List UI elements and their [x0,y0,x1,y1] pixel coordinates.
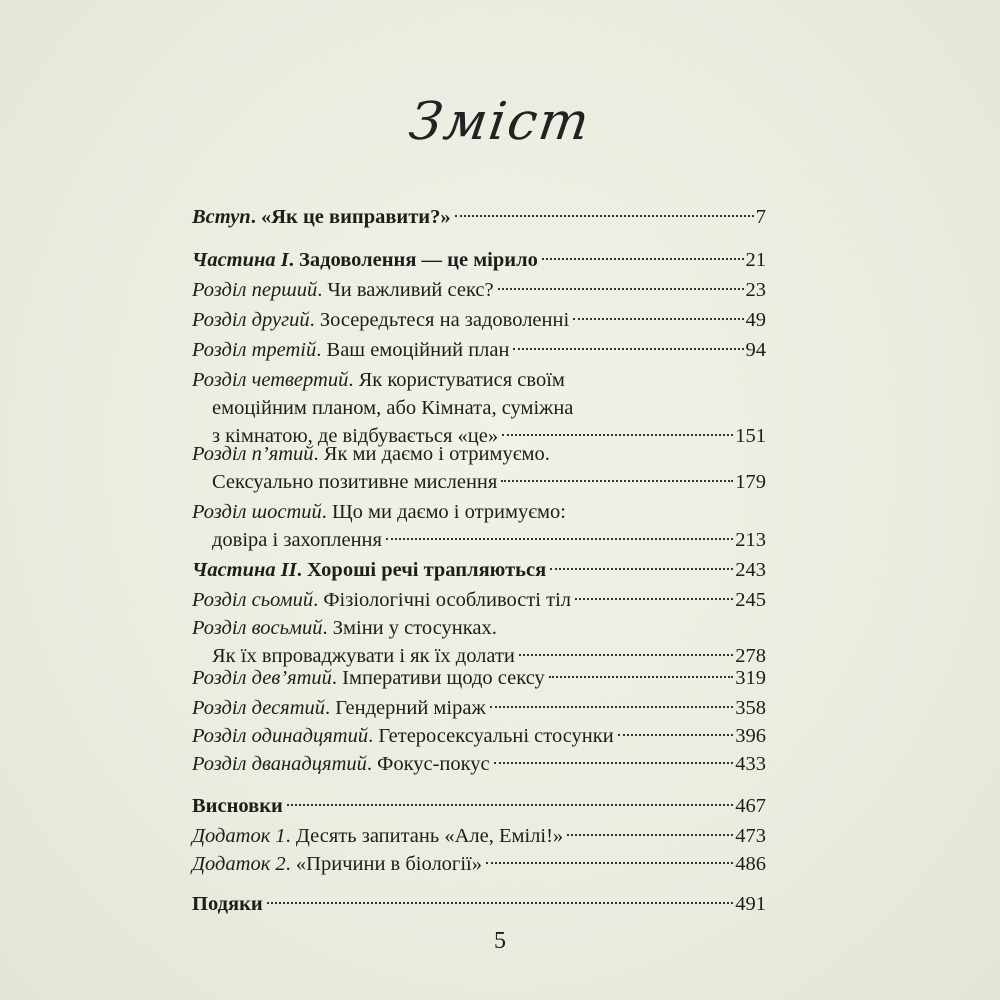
toc-entry-conclusions [192,792,766,820]
entry-page: 49 [745,309,766,331]
entry-page: 278 [735,645,766,667]
toc-entry-chapter-6 [192,498,766,554]
page-number: 5 [494,928,506,954]
entry-title: . Зосередьтеся на задоволенні [309,309,570,331]
entry-prefix: Розділ третій [192,339,317,361]
toc-entry-chapter-10 [192,694,766,722]
entry-prefix: Розділ четвертий [192,369,349,391]
entry-continuation: довіра і захоплення [212,529,382,551]
entry-continuation: з кімнатою, де відбувається «це» [212,425,499,447]
toc-entry-chapter-4 [192,366,766,450]
entry-title: . Фокус-покус [366,753,490,775]
entry-page: 245 [735,589,766,611]
entry-title: . Фізіологічні особливості тіл [313,589,572,611]
entry-label [192,556,546,584]
entry-title: . Імперативи щодо сексу [331,667,545,689]
leader-dots [498,288,744,290]
leader-dots [513,348,743,350]
entry-title: . Зміни у стосунках. [322,617,497,639]
entry-prefix: Розділ п’ятий [192,443,314,465]
entry-label [192,722,614,750]
entry-label [192,306,569,334]
entry-page: 151 [735,425,766,447]
toc-entry-chapter-9 [192,664,766,692]
entry-page: 94 [745,339,766,361]
entry-page: 358 [735,697,766,719]
leader-dots [490,706,734,708]
page-title: Зміст [405,92,595,152]
entry-label [192,276,494,304]
entry-prefix: Частина I [192,249,289,271]
entry-prefix: Розділ сьомий [192,589,314,611]
entry-prefix: Розділ дванадцятий [192,753,367,775]
entry-page: 467 [735,795,766,817]
leader-dots [618,734,734,736]
entry-title: Висновки [192,795,283,817]
entry-title: . Як користуватися своїм [348,369,565,391]
entry-page: 23 [745,279,766,301]
entry-title: . «Як це виправити?» [250,206,451,228]
entry-prefix: Частина II [192,559,297,581]
leader-dots [502,434,733,436]
entry-continuation: Як їх впроваджувати і як їх долати [212,645,515,667]
leader-dots [550,568,733,570]
entry-page: 7 [755,206,766,228]
entry-page: 319 [735,667,766,689]
entry-prefix: Розділ одинадцятий [192,725,369,747]
entry-title: . Що ми даємо і отримуємо: [321,501,566,523]
entry-label [192,850,482,878]
entry-page: 486 [735,853,766,875]
leader-dots [549,676,733,678]
entry-label [192,246,538,274]
toc-entry-chapter-12 [192,750,766,778]
leader-dots [501,480,733,482]
entry-prefix: Додаток 1 [192,825,286,847]
entry-label [192,336,509,364]
entry-title: . Як ми даємо і отримуємо. [313,443,550,465]
entry-page: 243 [735,559,766,581]
entry-prefix: Додаток 2 [192,853,286,875]
entry-prefix: Розділ десятий [192,697,325,719]
entry-label [192,664,545,692]
toc-entry-appendix-2 [192,850,766,878]
entry-continuation: емоційним планом, або Кімната, суміжна [212,397,574,419]
toc-entry-appendix-1 [192,822,766,850]
entry-prefix: Розділ шостий [192,501,322,523]
toc-entry-part-1 [192,246,766,274]
leader-dots [567,834,733,836]
entry-prefix: Розділ другий [192,309,310,331]
toc-entry-chapter-8 [192,614,766,670]
entry-title: Подяки [192,893,263,915]
toc-entry-chapter-5 [192,440,766,496]
leader-dots [494,762,734,764]
entry-title: . Гетеросексуальні стосунки [368,725,614,747]
toc-entry-chapter-1 [192,276,766,304]
entry-label [192,822,563,850]
entry-continuation: Сексуально позитивне мислення [212,471,498,493]
toc-entry-acknowledgements [192,890,766,918]
leader-dots [573,318,743,320]
leader-dots [486,862,733,864]
entry-page: 21 [745,249,766,271]
entry-title: . Задоволення — це мірило [288,249,538,271]
toc-entry-part-2 [192,556,766,584]
entry-page: 491 [735,893,766,915]
entry-title: . Ваш емоційний план [316,339,510,361]
toc-entry-chapter-7 [192,586,766,614]
entry-label [192,586,571,614]
entry-prefix: Вступ [192,206,251,228]
entry-title: . Десять запитань «Але, Емілі!» [285,825,564,847]
leader-dots [455,215,754,217]
toc-entry-chapter-11 [192,722,766,750]
leader-dots [519,654,733,656]
entry-prefix: Розділ восьмий [192,617,323,639]
entry-title: . Хороші речі трапляються [296,559,547,581]
entry-page: 433 [735,753,766,775]
toc-entry-chapter-3 [192,336,766,364]
entry-title: . Чи важливий секс? [317,279,494,301]
toc-entry-chapter-2 [192,306,766,334]
entry-title: . «Причини в біології» [285,853,482,875]
entry-label [192,203,451,231]
entry-prefix: Розділ дев’ятий [192,667,332,689]
leader-dots [267,902,734,904]
entry-page: 213 [735,529,766,551]
leader-dots [575,598,733,600]
entry-label [192,694,486,722]
entry-page: 179 [735,471,766,493]
entry-prefix: Розділ перший [192,279,318,301]
leader-dots [386,538,733,540]
leader-dots [287,804,733,806]
entry-label [192,750,490,778]
leader-dots [542,258,744,260]
table-of-contents [192,0,766,1000]
entry-page: 473 [735,825,766,847]
toc-entry-intro [192,203,766,231]
entry-title: . Гендерний міраж [325,697,486,719]
entry-page: 396 [735,725,766,747]
